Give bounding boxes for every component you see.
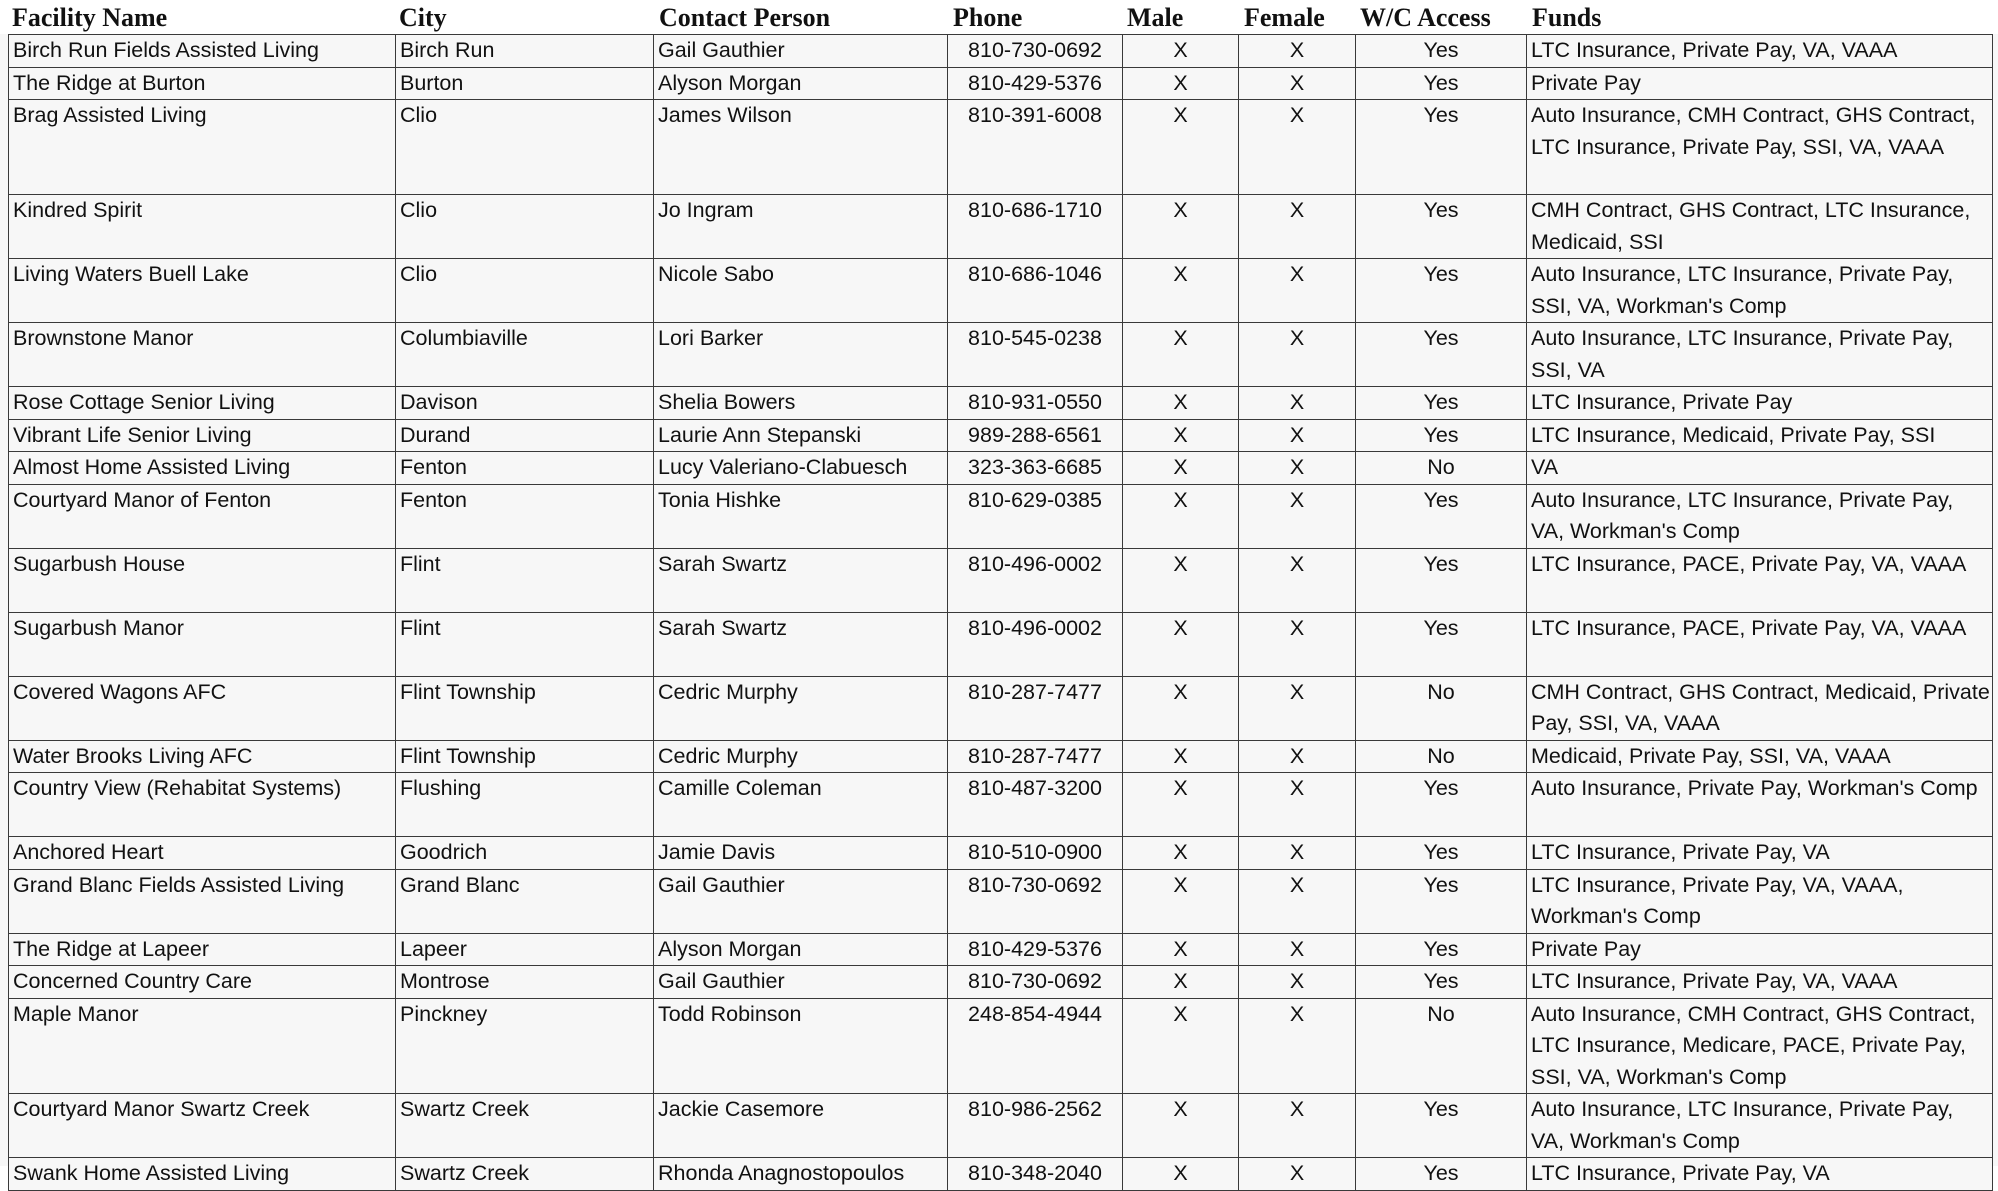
contact-person-cell: Rhonda Anagnostopoulos — [654, 1158, 948, 1191]
wc-access-cell: Yes — [1356, 548, 1527, 612]
contact-person-cell: Cedric Murphy — [654, 676, 948, 740]
female-cell: X — [1239, 419, 1356, 452]
city-cell: Goodrich — [396, 837, 654, 870]
female-cell: X — [1239, 100, 1356, 195]
male-cell: X — [1123, 100, 1239, 195]
female-cell: X — [1239, 1158, 1356, 1191]
table-row — [9, 998, 1993, 1094]
table-row — [9, 773, 1993, 837]
male-cell: X — [1123, 452, 1239, 485]
table-row — [9, 452, 1993, 485]
city-cell: Grand Blanc — [396, 869, 654, 933]
city-cell: Clio — [396, 195, 654, 259]
phone-cell: 810-730-0692 — [948, 35, 1123, 68]
funds-cell: Private Pay — [1527, 933, 1993, 966]
contact-person-cell: Gail Gauthier — [654, 966, 948, 999]
table-row — [9, 869, 1993, 933]
male-cell: X — [1123, 773, 1239, 837]
female-cell: X — [1239, 869, 1356, 933]
funds-cell: LTC Insurance, PACE, Private Pay, VA, VAAA — [1527, 548, 1993, 612]
male-cell: X — [1123, 387, 1239, 420]
female-cell: X — [1239, 676, 1356, 740]
contact-person-cell: Jo Ingram — [654, 195, 948, 259]
phone-cell: 810-686-1046 — [948, 259, 1123, 323]
male-cell: X — [1123, 740, 1239, 773]
facility-name-cell: Courtyard Manor Swartz Creek — [9, 1094, 396, 1158]
female-cell: X — [1239, 933, 1356, 966]
facility-name-cell: Living Waters Buell Lake — [9, 259, 396, 323]
phone-cell: 810-391-6008 — [948, 100, 1123, 195]
wc-access-cell: Yes — [1356, 195, 1527, 259]
header-row — [0, 0, 1998, 34]
city-cell: Swartz Creek — [396, 1158, 654, 1191]
wc-access-cell: Yes — [1356, 612, 1527, 676]
header-male: Male — [1127, 3, 1184, 32]
contact-person-cell: Nicole Sabo — [654, 259, 948, 323]
contact-person-cell: Lori Barker — [654, 323, 948, 387]
wc-access-cell: Yes — [1356, 100, 1527, 195]
city-cell: Clio — [396, 100, 654, 195]
facility-table-body — [9, 35, 1993, 1191]
wc-access-cell: Yes — [1356, 837, 1527, 870]
table-row — [9, 933, 1993, 966]
table-row — [9, 484, 1993, 548]
contact-person-cell: Alyson Morgan — [654, 933, 948, 966]
funds-cell: Auto Insurance, CMH Contract, GHS Contract, LTC Insurance, Medicare, PACE, Private Pay, SSI, VA, Workman's Comp — [1527, 998, 1993, 1094]
contact-person-cell: Camille Coleman — [654, 773, 948, 837]
female-cell: X — [1239, 484, 1356, 548]
table-row — [9, 195, 1993, 259]
city-cell: Swartz Creek — [396, 1094, 654, 1158]
header-female: Female — [1244, 3, 1325, 32]
table-row — [9, 740, 1993, 773]
funds-cell: LTC Insurance, Private Pay — [1527, 387, 1993, 420]
female-cell: X — [1239, 612, 1356, 676]
phone-cell: 810-986-2562 — [948, 1094, 1123, 1158]
phone-cell: 810-487-3200 — [948, 773, 1123, 837]
wc-access-cell: No — [1356, 998, 1527, 1094]
facility-name-cell: Anchored Heart — [9, 837, 396, 870]
contact-person-cell: Gail Gauthier — [654, 869, 948, 933]
contact-person-cell: Gail Gauthier — [654, 35, 948, 68]
female-cell: X — [1239, 740, 1356, 773]
funds-cell: Medicaid, Private Pay, SSI, VA, VAAA — [1527, 740, 1993, 773]
phone-cell: 810-629-0385 — [948, 484, 1123, 548]
wc-access-cell: Yes — [1356, 933, 1527, 966]
funds-cell: Auto Insurance, LTC Insurance, Private Pay, VA, Workman's Comp — [1527, 1094, 1993, 1158]
wc-access-cell: Yes — [1356, 35, 1527, 68]
table-row — [9, 966, 1993, 999]
contact-person-cell: Todd Robinson — [654, 998, 948, 1094]
facility-name-cell: Country View (Rehabitat Systems) — [9, 773, 396, 837]
phone-cell: 989-288-6561 — [948, 419, 1123, 452]
male-cell: X — [1123, 484, 1239, 548]
wc-access-cell: No — [1356, 740, 1527, 773]
phone-cell: 810-429-5376 — [948, 933, 1123, 966]
facility-name-cell: Rose Cottage Senior Living — [9, 387, 396, 420]
contact-person-cell: James Wilson — [654, 100, 948, 195]
phone-cell: 810-510-0900 — [948, 837, 1123, 870]
contact-person-cell: Lucy Valeriano-Clabuesch — [654, 452, 948, 485]
table-row — [9, 35, 1993, 68]
wc-access-cell: Yes — [1356, 259, 1527, 323]
funds-cell: LTC Insurance, PACE, Private Pay, VA, VAAA — [1527, 612, 1993, 676]
female-cell: X — [1239, 195, 1356, 259]
male-cell: X — [1123, 676, 1239, 740]
table-row — [9, 323, 1993, 387]
male-cell: X — [1123, 966, 1239, 999]
facility-name-cell: Sugarbush Manor — [9, 612, 396, 676]
female-cell: X — [1239, 773, 1356, 837]
funds-cell: LTC Insurance, Private Pay, VA, VAAA — [1527, 966, 1993, 999]
contact-person-cell: Cedric Murphy — [654, 740, 948, 773]
funds-cell: VA — [1527, 452, 1993, 485]
city-cell: Flint — [396, 612, 654, 676]
facility-name-cell: Sugarbush House — [9, 548, 396, 612]
city-cell: Fenton — [396, 484, 654, 548]
wc-access-cell: Yes — [1356, 966, 1527, 999]
facility-table — [8, 34, 1993, 1191]
city-cell: Clio — [396, 259, 654, 323]
phone-cell: 810-348-2040 — [948, 1158, 1123, 1191]
facility-name-cell: Grand Blanc Fields Assisted Living — [9, 869, 396, 933]
male-cell: X — [1123, 998, 1239, 1094]
wc-access-cell: Yes — [1356, 323, 1527, 387]
contact-person-cell: Tonia Hishke — [654, 484, 948, 548]
contact-person-cell: Alyson Morgan — [654, 67, 948, 100]
funds-cell: Auto Insurance, LTC Insurance, Private Pay, SSI, VA — [1527, 323, 1993, 387]
phone-cell: 810-730-0692 — [948, 869, 1123, 933]
funds-cell: Auto Insurance, LTC Insurance, Private Pay, SSI, VA, Workman's Comp — [1527, 259, 1993, 323]
phone-cell: 810-496-0002 — [948, 612, 1123, 676]
facility-name-cell: Kindred Spirit — [9, 195, 396, 259]
contact-person-cell: Shelia Bowers — [654, 387, 948, 420]
funds-cell: CMH Contract, GHS Contract, Medicaid, Private Pay, SSI, VA, VAAA — [1527, 676, 1993, 740]
phone-cell: 810-429-5376 — [948, 67, 1123, 100]
female-cell: X — [1239, 323, 1356, 387]
male-cell: X — [1123, 419, 1239, 452]
city-cell: Montrose — [396, 966, 654, 999]
table-row — [9, 548, 1993, 612]
funds-cell: LTC Insurance, Medicaid, Private Pay, SSI — [1527, 419, 1993, 452]
female-cell: X — [1239, 387, 1356, 420]
contact-person-cell: Jamie Davis — [654, 837, 948, 870]
funds-cell: LTC Insurance, Private Pay, VA — [1527, 837, 1993, 870]
wc-access-cell: Yes — [1356, 1158, 1527, 1191]
city-cell: Columbiaville — [396, 323, 654, 387]
phone-cell: 248-854-4944 — [948, 998, 1123, 1094]
female-cell: X — [1239, 1094, 1356, 1158]
table-row — [9, 419, 1993, 452]
facility-name-cell: Brag Assisted Living — [9, 100, 396, 195]
header-city: City — [399, 3, 447, 32]
header-funds: Funds — [1532, 3, 1602, 32]
phone-cell: 810-686-1710 — [948, 195, 1123, 259]
female-cell: X — [1239, 259, 1356, 323]
city-cell: Burton — [396, 67, 654, 100]
facility-name-cell: Concerned Country Care — [9, 966, 396, 999]
phone-cell: 323-363-6685 — [948, 452, 1123, 485]
header-wc-access: W/C Access — [1360, 3, 1491, 32]
table-row — [9, 612, 1993, 676]
male-cell: X — [1123, 933, 1239, 966]
contact-person-cell: Jackie Casemore — [654, 1094, 948, 1158]
contact-person-cell: Sarah Swartz — [654, 548, 948, 612]
phone-cell: 810-730-0692 — [948, 966, 1123, 999]
male-cell: X — [1123, 259, 1239, 323]
male-cell: X — [1123, 195, 1239, 259]
female-cell: X — [1239, 548, 1356, 612]
table-row — [9, 67, 1993, 100]
wc-access-cell: No — [1356, 676, 1527, 740]
funds-cell: LTC Insurance, Private Pay, VA, VAAA — [1527, 35, 1993, 68]
female-cell: X — [1239, 452, 1356, 485]
male-cell: X — [1123, 1094, 1239, 1158]
phone-cell: 810-931-0550 — [948, 387, 1123, 420]
city-cell: Flint Township — [396, 740, 654, 773]
wc-access-cell: Yes — [1356, 387, 1527, 420]
funds-cell: Auto Insurance, LTC Insurance, Private Pay, VA, Workman's Comp — [1527, 484, 1993, 548]
contact-person-cell: Sarah Swartz — [654, 612, 948, 676]
table-row — [9, 259, 1993, 323]
funds-cell: Auto Insurance, CMH Contract, GHS Contract, LTC Insurance, Private Pay, SSI, VA, VAAA — [1527, 100, 1993, 195]
wc-access-cell: Yes — [1356, 869, 1527, 933]
wc-access-cell: Yes — [1356, 419, 1527, 452]
male-cell: X — [1123, 323, 1239, 387]
header-facility-name: Facility Name — [12, 3, 168, 32]
facility-name-cell: The Ridge at Burton — [9, 67, 396, 100]
facility-name-cell: Brownstone Manor — [9, 323, 396, 387]
female-cell: X — [1239, 35, 1356, 68]
table-row — [9, 1094, 1993, 1158]
city-cell: Fenton — [396, 452, 654, 485]
header-phone: Phone — [953, 3, 1023, 32]
female-cell: X — [1239, 837, 1356, 870]
city-cell: Durand — [396, 419, 654, 452]
facility-name-cell: Birch Run Fields Assisted Living — [9, 35, 396, 68]
facility-name-cell: Covered Wagons AFC — [9, 676, 396, 740]
facility-name-cell: Courtyard Manor of Fenton — [9, 484, 396, 548]
female-cell: X — [1239, 67, 1356, 100]
city-cell: Lapeer — [396, 933, 654, 966]
wc-access-cell: No — [1356, 452, 1527, 485]
funds-cell: LTC Insurance, Private Pay, VA, VAAA, Workman's Comp — [1527, 869, 1993, 933]
facility-name-cell: Swank Home Assisted Living — [9, 1158, 396, 1191]
wc-access-cell: Yes — [1356, 1094, 1527, 1158]
funds-cell: CMH Contract, GHS Contract, LTC Insurance, Medicaid, SSI — [1527, 195, 1993, 259]
wc-access-cell: Yes — [1356, 67, 1527, 100]
facility-name-cell: Maple Manor — [9, 998, 396, 1094]
contact-person-cell: Laurie Ann Stepanski — [654, 419, 948, 452]
facility-name-cell: Vibrant Life Senior Living — [9, 419, 396, 452]
city-cell: Pinckney — [396, 998, 654, 1094]
wc-access-cell: Yes — [1356, 773, 1527, 837]
facility-name-cell: Almost Home Assisted Living — [9, 452, 396, 485]
city-cell: Flint — [396, 548, 654, 612]
funds-cell: Auto Insurance, Private Pay, Workman's Comp — [1527, 773, 1993, 837]
funds-cell: Private Pay — [1527, 67, 1993, 100]
city-cell: Davison — [396, 387, 654, 420]
male-cell: X — [1123, 612, 1239, 676]
wc-access-cell: Yes — [1356, 484, 1527, 548]
table-row — [9, 100, 1993, 195]
male-cell: X — [1123, 67, 1239, 100]
phone-cell: 810-287-7477 — [948, 676, 1123, 740]
phone-cell: 810-496-0002 — [948, 548, 1123, 612]
female-cell: X — [1239, 966, 1356, 999]
table-row — [9, 1158, 1993, 1191]
male-cell: X — [1123, 1158, 1239, 1191]
funds-cell: LTC Insurance, Private Pay, VA — [1527, 1158, 1993, 1191]
phone-cell: 810-545-0238 — [948, 323, 1123, 387]
male-cell: X — [1123, 869, 1239, 933]
facility-name-cell: The Ridge at Lapeer — [9, 933, 396, 966]
facility-name-cell: Water Brooks Living AFC — [9, 740, 396, 773]
city-cell: Flint Township — [396, 676, 654, 740]
male-cell: X — [1123, 837, 1239, 870]
male-cell: X — [1123, 548, 1239, 612]
table-row — [9, 837, 1993, 870]
table-row — [9, 387, 1993, 420]
table-row — [9, 676, 1993, 740]
city-cell: Flushing — [396, 773, 654, 837]
male-cell: X — [1123, 35, 1239, 68]
header-contact-person: Contact Person — [659, 3, 831, 32]
female-cell: X — [1239, 998, 1356, 1094]
phone-cell: 810-287-7477 — [948, 740, 1123, 773]
city-cell: Birch Run — [396, 35, 654, 68]
